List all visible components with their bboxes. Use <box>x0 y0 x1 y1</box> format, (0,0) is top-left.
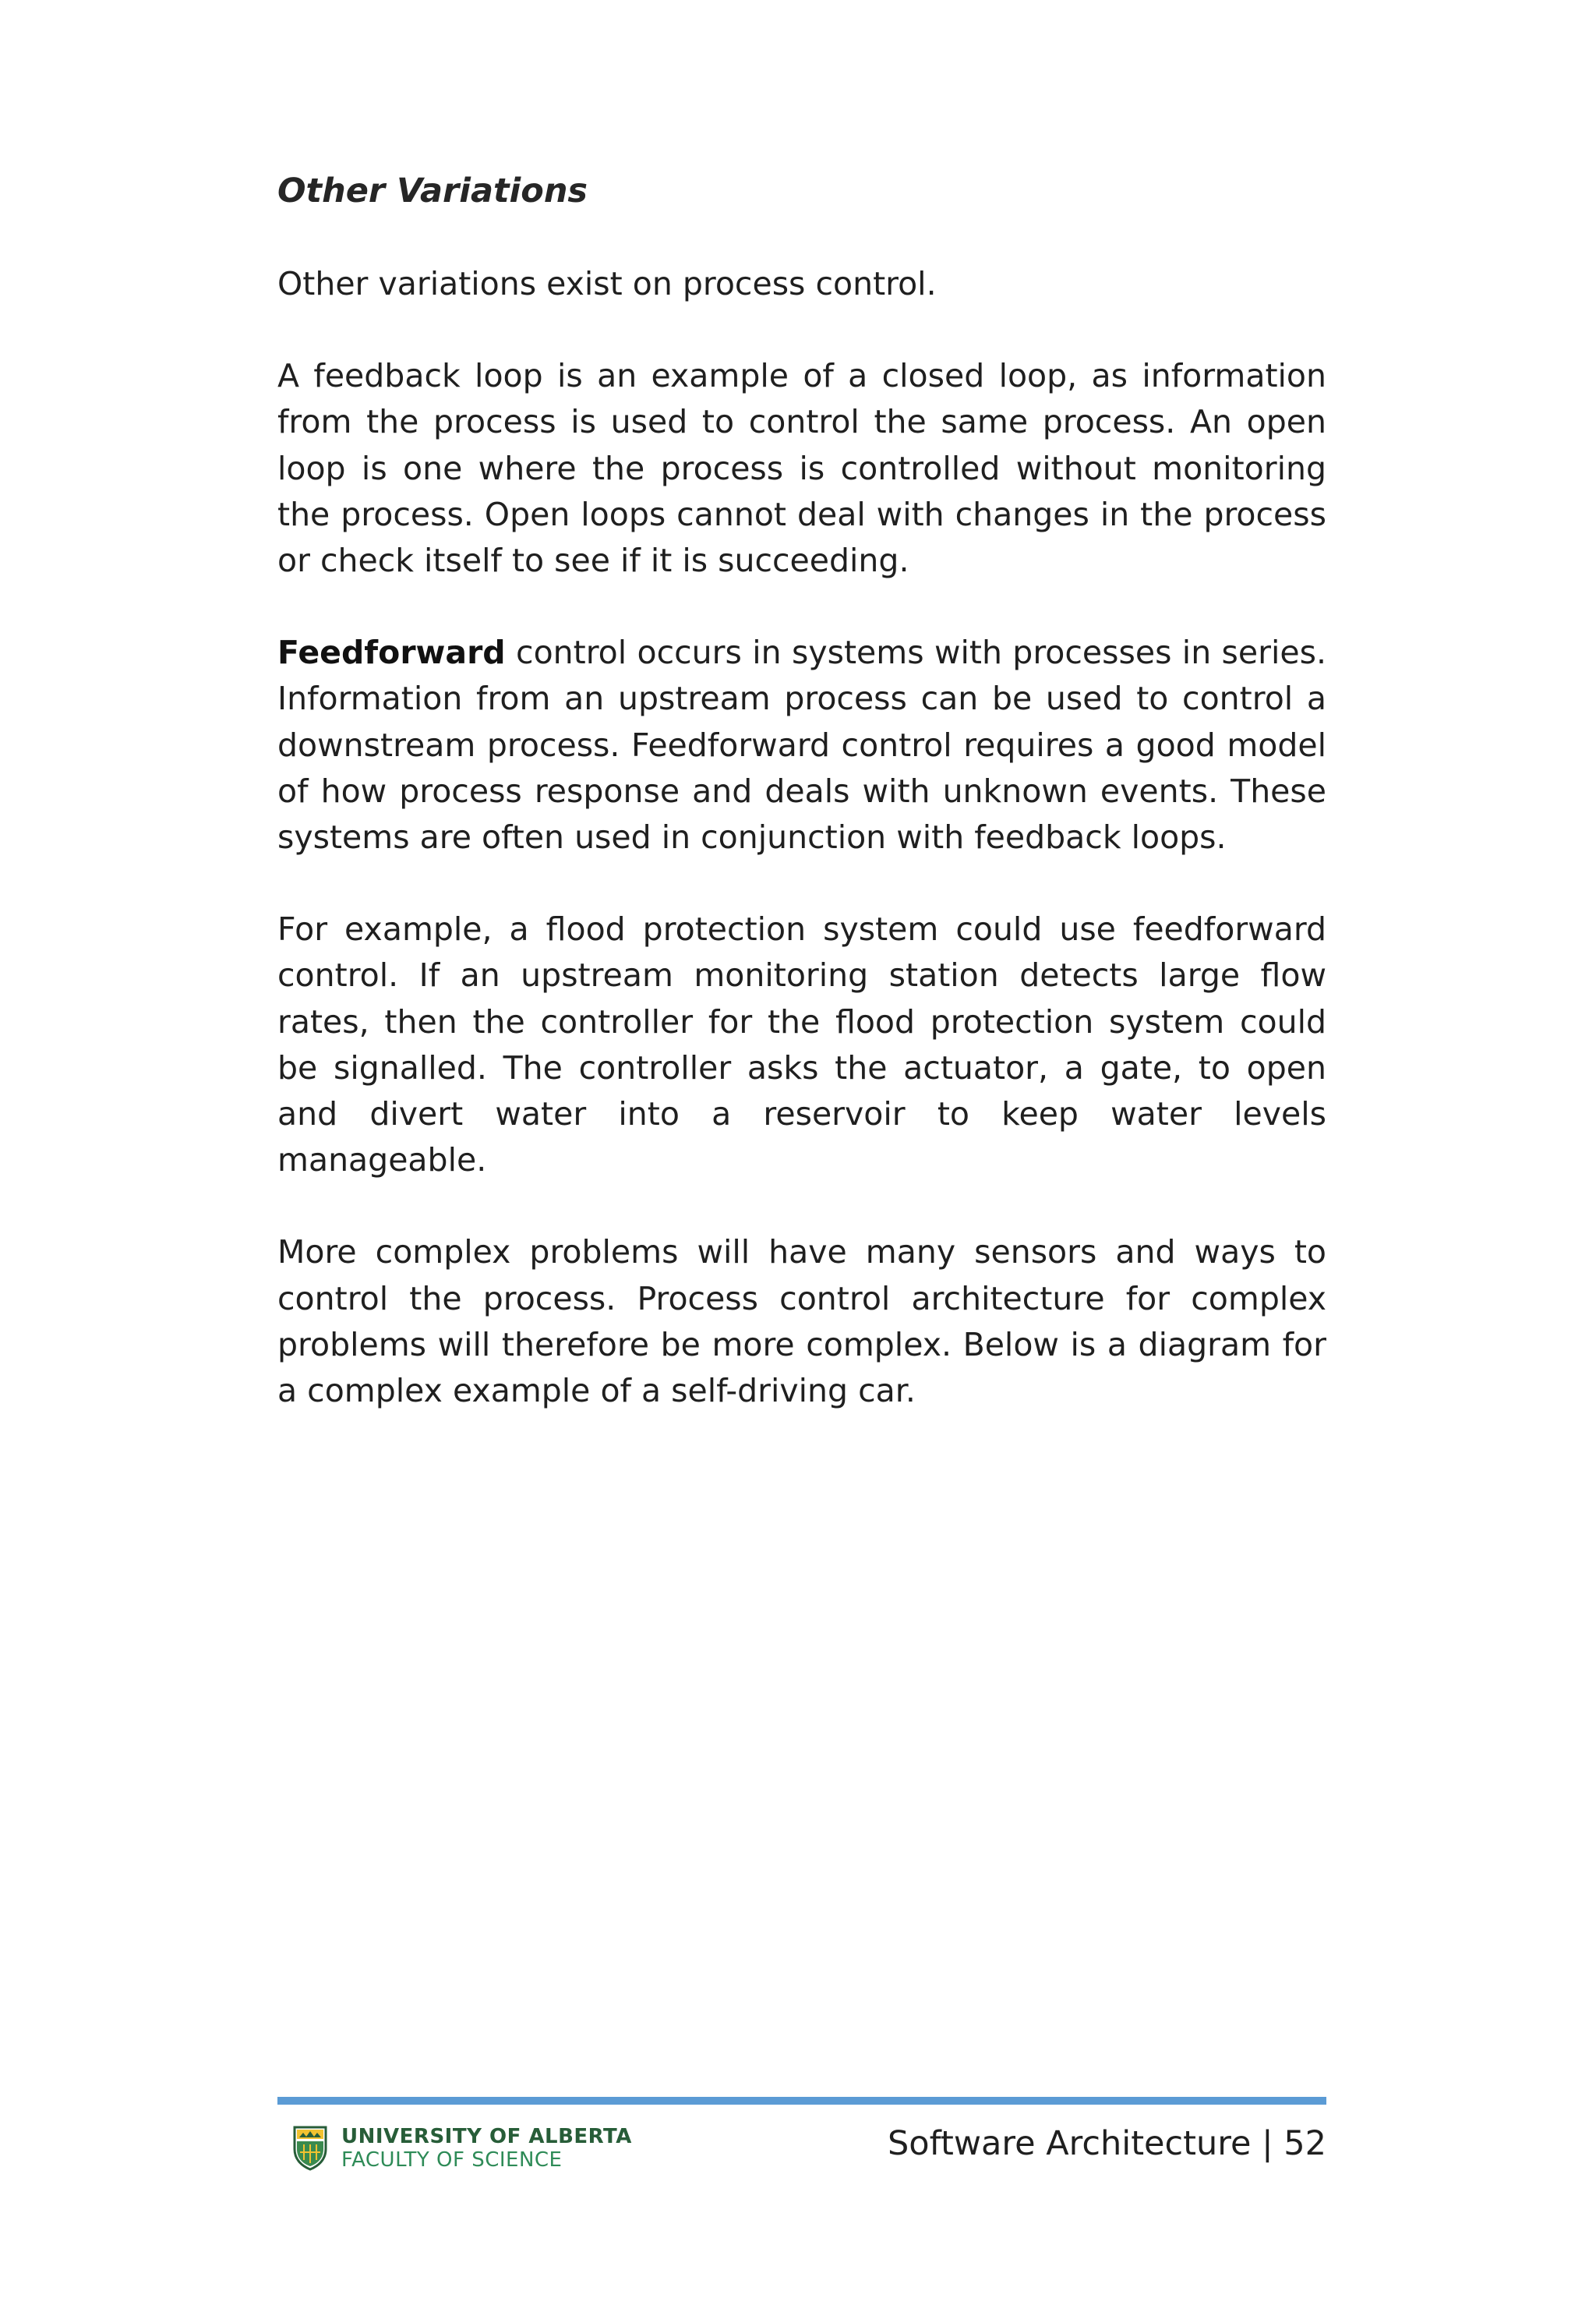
logo-faculty-name: FACULTY OF SCIENCE <box>341 2148 563 2172</box>
footer-page-label: Software Architecture | 52 <box>887 2124 1326 2163</box>
paragraph-intro: Other variations exist on process control. <box>277 265 937 302</box>
footer-rule <box>277 2097 1326 2105</box>
logo-university-name: UNIVERSITY OF ALBERTA <box>341 2125 632 2148</box>
paragraph-feedforward <box>277 630 1326 861</box>
paragraph-complex-problems: More complex problems will have many sensors and ways to control the process. Process control architecture for complex problems will therefore be more complex. Below is a diagram for a complex example of a self-driving car. <box>277 1233 1326 1410</box>
section-heading: Other Variations <box>277 171 588 210</box>
university-logo <box>293 2125 632 2172</box>
university-shield-icon <box>293 2126 327 2171</box>
paragraph-flood-example: For example, a flood protection system could use feedforward control. If an upstream monitoring station detects large flow rates, then the controller for the flood protection system could be signalled. The controller asks the actuator, a gate, to open and divert water into a reservoir to keep water levels manageable. <box>277 910 1326 1179</box>
feedforward-text: control occurs in systems with processes in series. Information from an upstream process can be used to control a downstream process. Feedforward control requires a good model of how process response and deals with unknown events. These systems are often used in conjunction with feedback loops. <box>277 634 1326 857</box>
page-content <box>277 168 1326 1460</box>
feedforward-term: Feedforward <box>277 634 506 672</box>
paragraph-feedback-loop: A feedback loop is an example of a closed loop, as information from the process is used to control the same process. An open loop is one where the process is controlled without monitoring the process. Open loops cannot deal with changes in the process or check itself to see if it is succeeding. <box>277 357 1326 580</box>
